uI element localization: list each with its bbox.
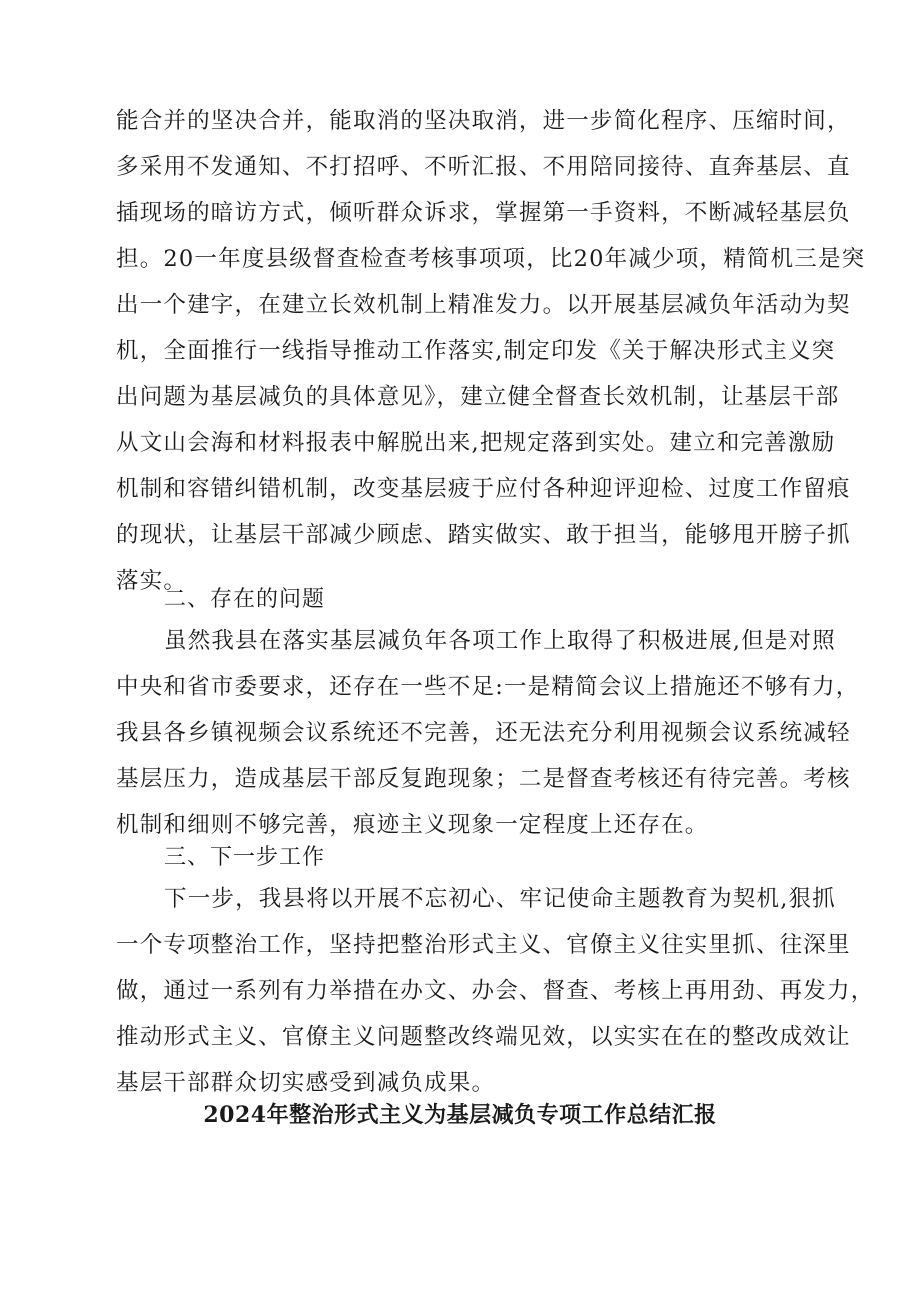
paragraph-section3 [116,876,875,1106]
text-line: 中央和省市委要求，还存在一些不足:一是精简会议上措施还不够有力， [116,674,860,700]
text-line: 从文山会海和材料报表中解脱出来,把规定落到实处。建立和完善激励 [116,430,836,456]
text-line: 推动形式主义、官僚主义问题整改终端见效，以实实在在的整改成效让 [116,1024,851,1050]
text-line: 机，全面推行一线指导推动工作落实,制定印发《关于解决形式主义突 [116,338,836,364]
text-line: 出一个建字，在建立长效机制上精准发力。以开展基层减负年活动为契 [116,292,851,318]
text-line: 做，通过一系列有力举措在办文、办会、督查、考核上再用劲、再发力， [116,978,875,1004]
text-line: 落实。 [116,568,188,594]
text-line: 我县各乡镇视频会议系统还不完善，还无法充分利用视频会议系统减轻 [116,720,851,746]
paragraph-section1-tail [116,98,866,604]
text-line: 担。20一年度县级督查检查考核事项项，比20年减少项，精简机三是突 [116,246,866,272]
section-heading-problems: 二、存在的问题 [164,587,326,612]
text-line: 能合并的坚决合并，能取消的坚决取消，进一步简化程序、压缩时间， [116,108,851,134]
text-line: 的现状，让基层干部减少顾虑、踏实做实、敢于担当，能够甩开膀子抓 [116,522,851,548]
text-line: 机制和容错纠错机制，改变基层疲于应付各种迎评迎检、过度工作留痕 [116,476,851,502]
text-line: 一个专项整治工作，坚持把整治形式主义、官僚主义往实里抓、往深里 [116,932,851,958]
paragraph-section2 [116,618,860,848]
text-line: 出问题为基层减负的具体意见》，建立健全督查长效机制，让基层干部 [116,384,840,410]
text-line: 基层压力，造成基层干部反复跑现象；二是督查考核还有待完善。考核 [116,766,851,792]
text-line: 机制和细则不够完善，痕迹主义现象一定程度上还存在。 [116,812,709,838]
text-line: 多采用不发通知、不打招呼、不听汇报、不用陪同接待、直奔基层、直 [116,154,851,180]
text-line: 虽然我县在落实基层减负年各项工作上取得了积极进展,但是对照 [164,628,836,654]
text-line: 插现场的暗访方式，倾听群众诉求，掌握第一手资料，不断减轻基层负 [116,200,851,226]
text-line: 下一步，我县将以开展不忘初心、牢记使命主题教育为契机,狠抓 [164,886,836,912]
text-line: 基层干部群众切实感受到减负成果。 [116,1070,496,1096]
document-title: 2024年整治形式主义为基层减负专项工作总结汇报 [203,1102,717,1128]
section-heading-next-steps: 三、下一步工作 [164,845,326,870]
